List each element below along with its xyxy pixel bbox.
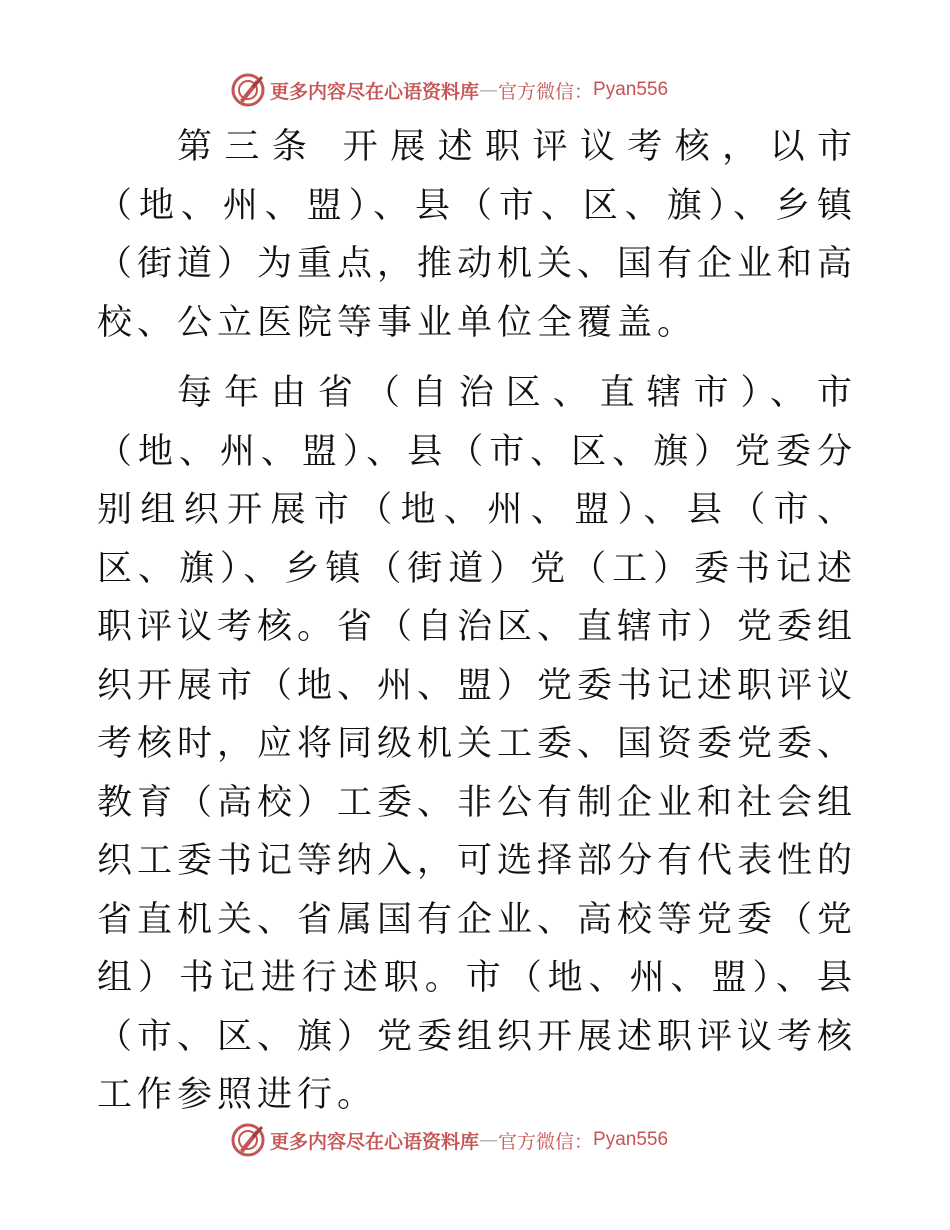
paragraph-annual-review: 每年由省（自治区、直辖市）、市（地、州、盟）、县（市、区、旗）党委分别组织开展市（地、州、盟）、县（市、区、旗）、乡镇（街道）党（工）委书记述职评议考核。省（自治区、直辖市）党委组织开展市（地、州、盟）党委书记述职评议考核时，应将同级机关工委、国资委党委、教育（高校）工委、非公有制企业和社会组织工委书记等纳入，可选择部分有代表性的省直机关、省属国有企业、高校等党委（党组）书记进行述职。市（地、州、盟）、县（市、区、旗）党委组织开展述职评议考核工作参照进行。: [97, 373, 858, 1115]
pen-nib-logo-icon: [230, 1122, 266, 1158]
banner-wechat-label: 官方微信：: [498, 1130, 594, 1153]
banner-promo-text: 更多内容尽在心语资料库: [270, 1130, 480, 1153]
banner-wechat-label: 官方微信：: [498, 80, 594, 103]
header-banner: [230, 70, 730, 110]
pen-nib-logo-icon: [230, 72, 266, 108]
banner-promo-text: 更多内容尽在心语资料库: [270, 80, 480, 103]
document-body: [97, 118, 857, 1125]
footer-banner: [230, 1120, 730, 1160]
banner-separator: —: [479, 79, 499, 101]
banner-wechat-id: Pyan556: [593, 79, 669, 100]
paragraph-article-3: 第三条 开展述职评议考核，以市（地、州、盟）、县（市、区、旗）、乡镇（街道）为重点，推动机关、国有企业和高校、公立医院等事业单位全覆盖。: [97, 127, 858, 343]
banner-separator: —: [479, 1129, 499, 1151]
banner-wechat-id: Pyan556: [593, 1129, 669, 1150]
